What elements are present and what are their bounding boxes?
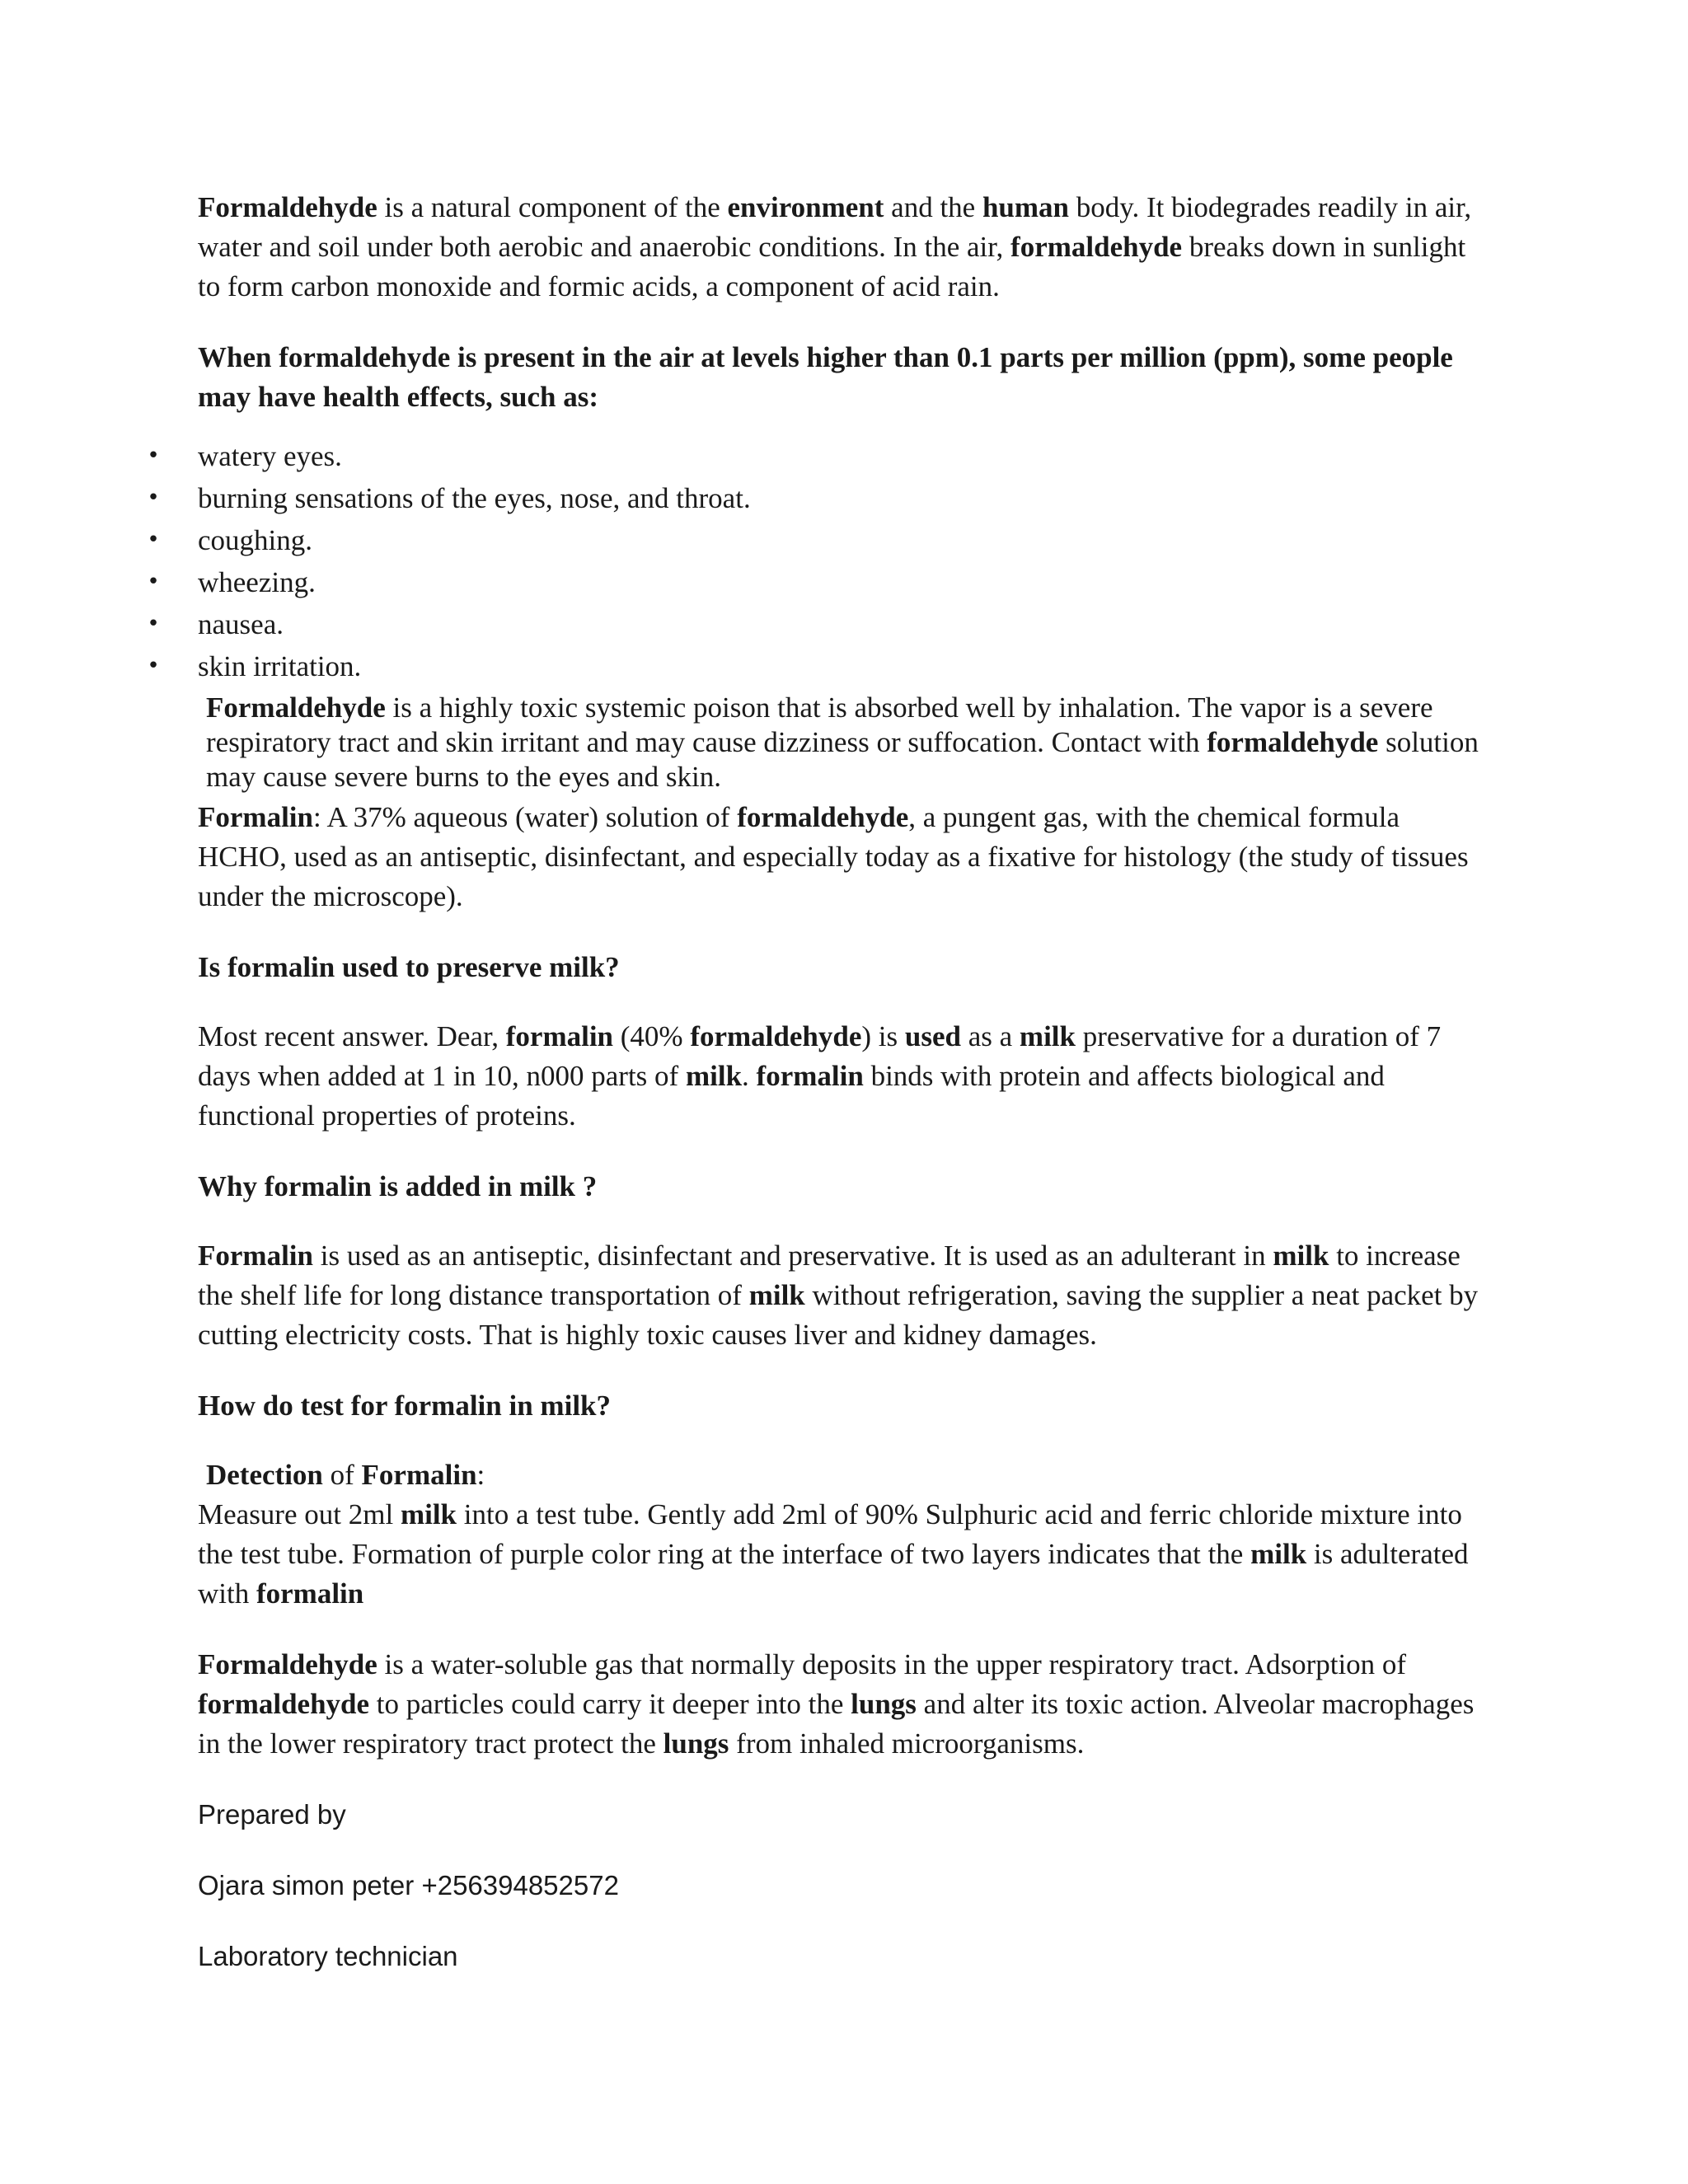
term-formalin: Formalin — [361, 1459, 477, 1491]
term-used: used — [904, 1020, 961, 1052]
term-lungs: lungs — [663, 1727, 729, 1760]
bullet-icon: • — [147, 654, 160, 678]
list-item: • wheezing. — [145, 561, 1484, 603]
term-milk: milk — [1019, 1020, 1076, 1052]
term-formalin: formalin — [256, 1577, 364, 1610]
prepared-by-label: Prepared by — [198, 1799, 346, 1830]
term-formalin: formalin — [505, 1020, 614, 1052]
list-item: • nausea. — [145, 603, 1484, 645]
preserve-answer-paragraph: Most recent answer. Dear, formalin (40% formaldehyde) is used as a milk preservative for a duration of 7 days when added at 1 in 10, n000 parts of milk. formalin binds with protein and affects biological and functional properties of proteins. — [198, 1020, 1442, 1132]
term-detection: Detection — [206, 1459, 323, 1491]
intro-paragraph: Formaldehyde is a natural component of the environment and the human body. It biodegrades readily in air, water and soil under both aerobic and anaerobic conditions. In the air, formaldehyde breaks down in sunlight to form carbon monoxide and formic acids, a component of acid rain. — [198, 191, 1472, 302]
list-item: • skin irritation. — [145, 645, 1484, 687]
list-item: • watery eyes. — [145, 435, 1484, 477]
document-page — [147, 188, 1484, 2008]
why-added-answer-paragraph: Formalin is used as an antiseptic, disinfectant and preservative. It is used as an adulterant in milk to increase the shelf life for long distance transportation of milk without refrigeration, saving the supplier a neat packet by cutting electricity costs. That is highly toxic causes liver and kidney damages. — [198, 1240, 1479, 1351]
term-formalin: Formalin — [198, 1240, 313, 1272]
bullet-icon: • — [147, 569, 160, 594]
term-formalin: Formalin — [198, 801, 313, 833]
author-name-phone: Ojara simon peter +256394852572 — [198, 1870, 619, 1900]
list-item: • coughing. — [145, 519, 1484, 561]
detection-method-paragraph: Measure out 2ml milk into a test tube. Gently add 2ml of 90% Sulphuric acid and ferric chloride mixture into the test tube. Formation of purple color ring at the interface of two layers indicates that the milk is adulterated with formalin — [198, 1498, 1469, 1610]
term-human: human — [982, 191, 1070, 223]
respiratory-paragraph: Formaldehyde is a water-soluble gas that normally deposits in the upper respiratory tract. Adsorption of formaldehyde to particles could carry it deeper into the lungs and alter its toxic action. Alveolar macrophages in the lower respiratory tract protect the lungs from inhaled microorganisms. — [198, 1648, 1475, 1760]
health-effects-list — [145, 435, 1484, 687]
term-formaldehyde: Formaldehyde — [206, 691, 386, 724]
term-formaldehyde: Formaldehyde — [198, 191, 377, 223]
bullet-icon: • — [147, 443, 160, 468]
toxicity-paragraph: Formaldehyde is a highly toxic systemic poison that is absorbed well by inhalation. The vapor is a severe respiratory tract and skin irritant and may cause dizziness or suffocation. Contact with formaldehyde solution may cause severe burns to the eyes and skin. — [206, 691, 1479, 793]
term-environment: environment — [727, 191, 884, 223]
bullet-icon: • — [147, 612, 160, 636]
term-formaldehyde: formaldehyde — [1010, 231, 1183, 263]
term-milk: milk — [1250, 1538, 1307, 1570]
term-milk: milk — [1273, 1240, 1329, 1272]
term-formaldehyde: formaldehyde — [737, 801, 909, 833]
term-formaldehyde: formaldehyde — [198, 1688, 370, 1720]
question-how-to-test: How do test for formalin in milk? — [198, 1390, 612, 1422]
author-role: Laboratory technician — [198, 1941, 458, 1971]
term-milk: milk — [748, 1279, 805, 1311]
term-formaldehyde: formaldehyde — [690, 1020, 862, 1052]
term-formaldehyde: formaldehyde — [1207, 726, 1379, 758]
list-item: • burning sensations of the eyes, nose, and throat. — [145, 477, 1484, 519]
term-formaldehyde: Formaldehyde — [198, 1648, 377, 1680]
health-effects-heading: When formaldehyde is present in the air at levels higher than 0.1 parts per million (ppm), some people may have health effects, such as: — [198, 341, 1453, 413]
bullet-icon: • — [147, 485, 160, 510]
formalin-definition-paragraph: Formalin: A 37% aqueous (water) solution of formaldehyde, a pungent gas, with the chemical formula HCHO, used as an antiseptic, disinfectant, and especially today as a fixative for histology (the study of tissues under the microscope). — [198, 801, 1469, 912]
question-preserve-milk: Is formalin used to preserve milk? — [198, 951, 620, 983]
term-milk: milk — [400, 1498, 457, 1530]
detection-label: Detection of Formalin: — [206, 1459, 485, 1491]
term-formalin: formalin — [756, 1060, 864, 1092]
question-why-added: Why formalin is added in milk ? — [198, 1170, 598, 1202]
bullet-icon: • — [147, 527, 160, 552]
term-milk: milk — [685, 1060, 743, 1092]
term-lungs: lungs — [851, 1688, 917, 1720]
